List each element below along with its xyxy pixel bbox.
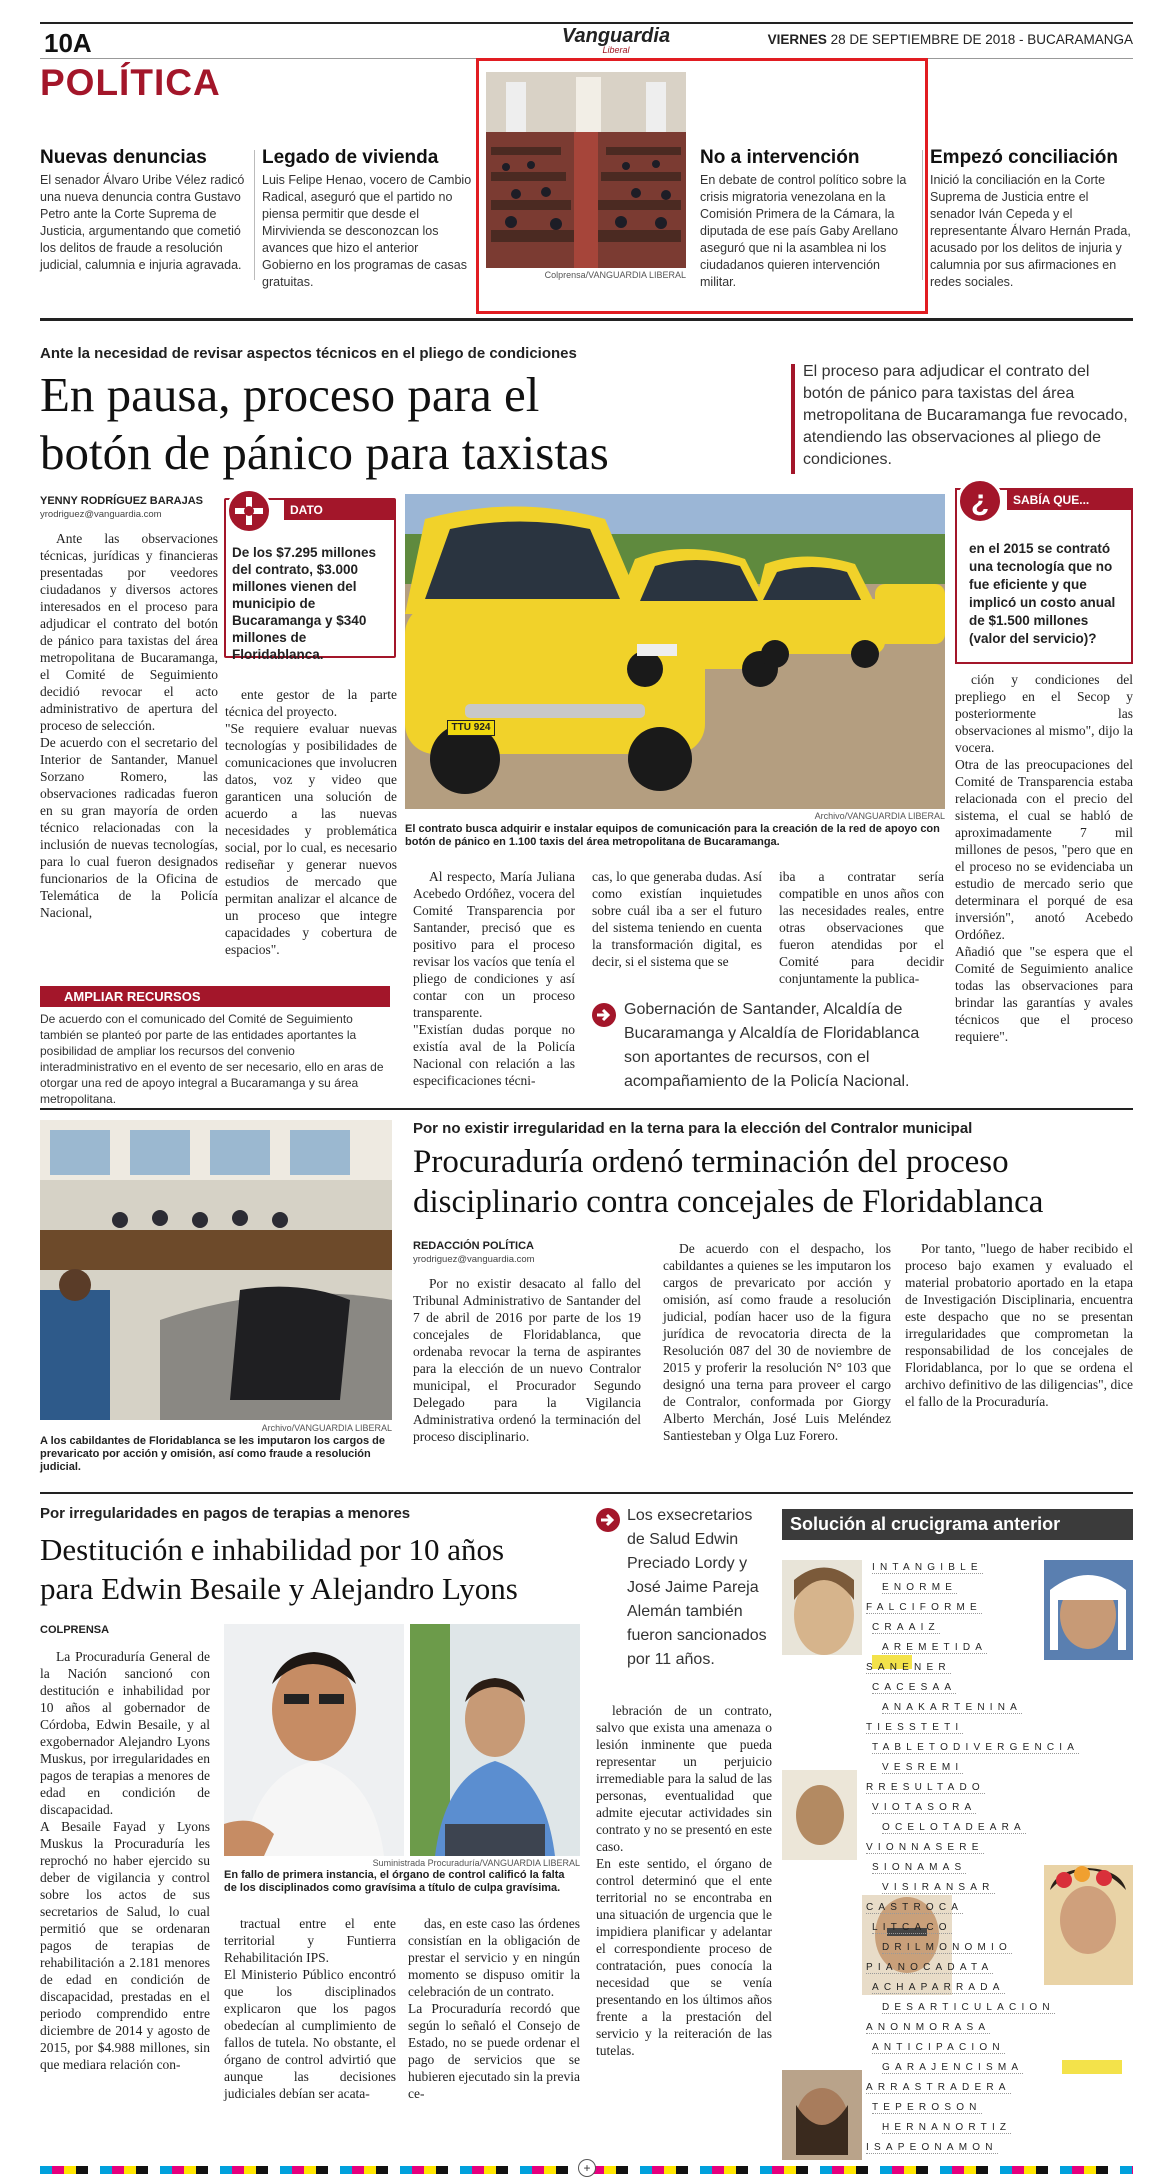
crossword-rows [782,1560,1133,2160]
crossword-title: Solución al crucigrama anterior [782,1509,1133,1540]
story2-headline-line2: disciplinario contra concejales de Floridablanca [413,1184,1044,1220]
story1-kicker: Ante la necesidad de revisar aspectos técnicos en el pliego de condiciones [40,345,577,362]
logo-main: Vanguardia [561,25,671,47]
crossword-row: DRILMONOMIO [882,1942,1012,1953]
page-number: 10A [44,28,92,58]
crossword-row: ARRASTRADERA [866,2082,1011,2093]
crossword-row: ACHAPARRADA [872,1982,1005,1993]
crossword-row: ENORME [882,1582,958,1593]
section-rule [40,318,1133,321]
brief-1 [40,147,255,274]
ampliar-label: AMPLIAR RECURSOS [40,986,390,1007]
dato-icon [226,488,272,534]
question-icon: ¿ [957,478,1003,524]
besaile-photo [224,1624,404,1856]
story3-col1: La Procuraduría General de la Nación sancionó con destitución e inhabilidad por 10 años al gobernador de Córdoba, Edwin Besaile, y al exgobernador Alejandro Lyons Muskus, por irregularidades en pagos de terapias a menores de edad en condición de discapacidad. A Besaile Fayad y Lyons Muskus la Procuraduría les reprochó no haber ejercido su deber de vigilancia y control sobre los actos de sus secretarios de Salud, lo cual permitió que se ordenaran pagos de terapias de rehabilitación a 2.181 menores de edad en condición de discapacidad, prestadas en el periodo comprendido entre diciembre de 2014 y agosto de 2015, por $4.988 millones, sin que mediara relación con- [40,1649,210,2072]
sabia-label: SABÍA QUE... [1007,490,1131,510]
story1-col1: Ante las observaciones técnicas, jurídicas y financieras presentadas por veedores ciudadanos y diversos actores interesados en el proceso para adjudicar el contrato del botón de pánico para taxistas del área metropolitana de Bucaramanga, el Comité de Seguimiento decidió revocar el acto administrativo de apertura del proceso de selección. De acuerdo con el secretario del Interior de Santander, Manuel Sorzano Romero, las observaciones radicadas fueron en su gran mayoría de orden técnico relacionadas con la inclusión de nuevas tecnologías, para lo cual fueron designados funcionarios de la Oficina de Telemática de la Policía Nacional, [40,531,218,920]
taxi-plate: TTU 924 [447,720,495,736]
brief-text: Luis Felipe Henao, vocero de Cambio Radical, aseguró que el partido no piensa permitir que desde el Mirvivienda se desconozcan los avances que hizo el anterior Gobierno en los programas de casas gratuitas. [262,173,472,289]
brief-divider [922,150,923,280]
crossword-row: ANAKARTENINA [882,1702,1023,1713]
crossword-row: AREMETIDA [882,1642,988,1653]
council-photo [40,1120,392,1420]
brief-text: Inició la conciliación en la Corte Suprema de Justicia entre el senador Iván Cepeda y el representante Álvaro Hernán Prada, acusado por los delitos de injuria y calumnia por sus afirmaciones en redes sociales. [930,173,1131,289]
brief-divider [254,150,255,280]
story3-kicker: Por irregularidades en pagos de terapias a menores [40,1505,411,1522]
story2-email: yrodriguez@vanguardia.com [413,1254,535,1265]
story1-summary: El proceso para adjudicar el contrato del botón de pánico para taxistas del área metropolitana de Bucaramanga fue revocado, atendiendo las observaciones al pliego de condiciones. [803,363,1128,468]
crossword-row: TEPEROSON [872,2102,982,2113]
brief-2 [262,147,472,291]
story3-byline: COLPRENSA [40,1624,110,1636]
brief-title: No a intervención [700,147,860,168]
story3-headline-line1: Destitución e inhabilidad por 10 años [40,1532,505,1567]
brief-title: Legado de vivienda [262,147,439,168]
crossword-grid [782,1560,1133,2160]
crossword-row: PIANOCADATA [866,1962,994,1973]
story1-headline-line2: botón de pánico para taxistas [40,425,609,480]
story2-col2: De acuerdo con el despacho, los cabildantes a quienes se les imputaron los cargos de prevaricato por acción y omisión, así como fraude a resolución judicial, podían hacer uso de la figura jurídica de revocatoria directa de la Resolución 087 del 30 de noviembre de 2015 y proferir la resolución N° 103 que designó una terna para proveer el cargo de Contralor, conformada por Giorgy Alberto Merchán, José Luis Meléndez Santiesteban y Olga Luz Forero. [663,1241,891,1443]
crossword-row: CRAAIZ [872,1622,940,1633]
crossword-row: CASTROCA [866,1902,964,1913]
story3-headline [40,1530,580,1608]
story3-pull-quote: Los exsecretarios de Salud Edwin Preciado Lordy y José Jaime Pareja Alemán también fueron sancionados por 11 años. [627,1507,767,1668]
brief-3 [700,147,912,291]
masthead-logo [556,26,676,55]
story1-byline: YENNY RODRÍGUEZ BARAJAS [40,495,203,507]
edition-date-rest: 28 DE SEPTIEMBRE DE 2018 - BUCARAMANGA [830,32,1133,47]
brief-title: Empezó conciliación [930,147,1118,168]
section-rule [40,1492,1133,1494]
crossword-row: GARAJENCISMA [882,2062,1024,2073]
story2-byline: REDACCIÓN POLÍTICA [413,1240,534,1252]
story2-kicker: Por no existir irregularidad en la terna para la elección del Contralor municipal [413,1120,973,1137]
edition-date [768,32,1133,47]
story2-caption: A los cabildantes de Floridablanca se les imputaron los cargos de prevaricato por acción y omisión, así como fraude a resolución judicial. [40,1435,385,1473]
crossword-row: FALCIFORME [866,1602,982,1613]
logo-sub: Liberal [602,45,630,55]
arrow-icon [596,1508,620,1532]
crossword-row: INTANGIBLE [872,1562,983,1573]
crossword-row: VISIRANSAR [882,1882,995,1893]
story1-col2: ente gestor de la parte técnica del proyecto. "Se requiere evaluar nuevas tecnologías y posibilidades de comunicaciones que involucren datos, voz y video que garanticen una solución de acuerdo a las nuevas necesidades y problemática social, por lo cual, es necesario rediseñar y generar nuevos estudios de mercado que permitan analizar el alcance de un proceso que integre capacidades y cobertura de espacios". [225,687,397,957]
crossword-row: LITCACO [872,1922,952,1933]
story1-email: yrodriguez@vanguardia.com [40,509,162,520]
crossword-row: VIOTASORA [872,1802,977,1813]
crossword-row: ANTICIPACION [872,2042,1005,2053]
brief-text: El senador Álvaro Uribe Vélez radicó una nueva denuncia contra Gustavo Petro ante la Corte Suprema de Justicia, argumentando que cometió los delitos de fraude a resolución judicial, calumnia e injuria agravada. [40,173,245,272]
crossword-row: TIESSTETI [866,1722,964,1733]
story2-col1: Por no existir desacato al fallo del Tribunal Administrativo de Santander del 7 de abril de 2016 por parte de los 19 concejales de Floridablanca, que ordenaba revocar la terna de aspirantes para la elección de un nuevo Contralor municipal, el Procurador Segundo Delegado para la Vigilancia Administrativa ordenó la terminación del proceso disciplinario. [413,1276,641,1444]
story1-col5: iba a contratar sería compatible en unos años con las necesidades reales, entre otras observaciones que fueron atendidas por el Comité para decidir conjuntamente la publica- [779,869,944,986]
story1-photo-credit: Archivo/VANGUARDIA LIBERAL [814,811,945,821]
story2-col3: Por tanto, "luego de haber recibido el proceso bajo examen y evaluado el material probatorio aportado en la etapa de Investigación Disciplinaria, encuentra este despacho que no se presentan irregularidades que comprometan la responsabilidad de los concejales de Floridablanca, por lo que se ordena el archivo definitivo de las diligencias", dice el fallo de la Procuraduría. [905,1241,1133,1409]
taxi-photo [405,494,945,809]
story3-col2: tractual entre el ente territorial y Funtierra Rehabilitación IPS. El Ministerio Público encontró que los disciplinados explicaron que los pagos obedecían al cumplimiento de fallos de tutela. No obstante, el órgano de control advirtió que aunque las decisiones judiciales debían ser acata- [224,1916,396,2101]
edition-day: VIERNES [767,32,827,47]
crossword-row: RRESULTADO [866,1782,985,1793]
crossword-row: ANONMORASA [866,2022,991,2033]
crossword-row: DESARTICULACION [882,2002,1055,2013]
section-title: POLÍTICA [40,62,221,103]
story1-pull-quote: Gobernación de Santander, Alcaldía de Bucaramanga y Alcaldía de Floridablanca son aportantes de recursos, con el acompañamiento de la Policía Nacional. [624,1001,920,1090]
lyons-photo [410,1624,580,1856]
crossword-row: CACESAA [872,1682,957,1693]
top-rule [40,22,1133,24]
brief-title: Nuevas denuncias [40,147,207,168]
story1-col3: Al respecto, María Juliana Acebedo Ordóñez, vocera del Comité Transparencia por Santander, precisó que es positivo para el proceso revisar los vacíos que tenía el pliego de condiciones y así contar con un proceso transparente. "Existían dudas porque no existía aval de la Policía Nacional con relación a las especificaciones técni- [413,869,575,1088]
congress-photo [486,72,686,268]
story1-col4: cas, lo que generaba dudas. Así como existían inquietudes sobre cuál iba a ser el futuro del sistema teniendo en cuenta la transformación digital, es decir, si el sistema que se [592,869,762,969]
story1-headline-line1: En pausa, proceso para el [40,367,540,422]
ampliar-text: De acuerdo con el comunicado del Comité de Seguimiento también se planteó por parte de las entidades aportantes la posibilidad de ampliar los recursos del convenio interadministrativo en el evento de ser necesario, ello en aras de otorgar una red de apoyo integral a Bucaramanga y su área metropolitana. [40,1012,384,1106]
section-rule [40,1108,1133,1110]
story3-photo-credit: Suministrada Procuraduría/VANGUARDIA LIBERAL [372,1858,580,1868]
story1-col6: ción y condiciones del prepliego en el Secop y posteriormente las observaciones al mismo", dijo la vocera. Otra de las preocupaciones del Comité de Transparencia estaba relacionada con el precio del sistema, el cual se habló de aproximadamente 7 mil millones de pesos, "pero que en el proceso no se evidenciaba un estudio de mercado serio que determinara el porqué de esa inversión", anotó Acebedo Ordóñez. Añadió que "se espera que el Comité de Seguimiento analice todas las observaciones para brindar las garantías y avales técnicos que el proceso requiere". [955,672,1133,1044]
dato-label: DATO [284,500,396,520]
story3-headline-line2: para Edwin Besaile y Alejandro Lyons [40,1571,518,1606]
story3-caption: En fallo de primera instancia, el órgano de control calificó la falta de los disciplinados como gravísima a título de culpa gravísima. [224,1869,565,1894]
arrow-icon [592,1003,616,1027]
story3-col3: das, en este caso las órdenes consistían en la obligación de prestar el servicio y en ningún momento se dispuso omitir la celebración de un contrato. La Procuraduría recordó que según lo señaló el Consejo de Estado, no se puede ordenar el pago de servicios que se hubieren ejecutado sin la previa ce- [408,1916,580,2101]
crossword-row: OCELOTADEARA [882,1822,1026,1833]
crossword-row: HERNANORTIZ [882,2122,1012,2133]
dato-text: De los $7.295 millones del contrato, $3.000 millones vienen del municipio de Bucaramanga y $340 millones de Floridablanca. [232,545,377,662]
crossword-row: SIONAMAS [872,1862,967,1873]
registration-mark: + [578,2159,596,2177]
brief-text: En debate de control político sobre la crisis migratoria venezolana en la Comisión Primera de la Cámara, la diputada de ese país Gaby Arellano aseguró que ni la asamblea ni los ciudadanos quieren intervención militar. [700,173,907,289]
brief-photo-credit: Colprensa/VANGUARDIA LIBERAL [544,270,686,280]
story2-photo-credit: Archivo/VANGUARDIA LIBERAL [261,1423,392,1433]
sabia-text: en el 2015 se contrató una tecnología que no fue eficiente y que implicó un costo anual de $1.500 millones (valor del servicio)? [969,541,1116,646]
story1-headline [40,366,800,482]
summary-marker [791,364,795,474]
crossword-row: SANENER [866,1662,951,1673]
story3-col4: lebración de un contrato, salvo que exista una amenaza o lesión inminente que pueda representar un perjuicio irremediable para la salud de las personas, eventualidad que admite ejecutar actividades sin contrato y no se presentó en este caso. En este sentido, el órgano de control determinó que el ente territorial no se encontraba en una situación de urgencia que le impidiera planificar y adelantar el correspondiente proceso de contratación, pues conocía la necesidad que se venía presentando en los últimos años frente a la prestación del servicio y la reiteración de las tutelas. [596,1703,772,2058]
crossword-row: TABLETODIVERGENCIA [872,1742,1080,1753]
story2-headline [413,1142,1133,1222]
crossword-row: VIONNASERE [866,1842,984,1853]
crossword-row: ISAPEONAMON [866,2142,998,2153]
story2-headline-line1: Procuraduría ordenó terminación del proceso [413,1144,1009,1180]
story1-caption: El contrato busca adquirir e instalar equipos de comunicación para la creación de la red de apoyo con botón de pánico en 1.100 taxis del área metropolitana de Bucaramanga. [405,823,940,848]
brief-4 [930,147,1135,291]
crossword-row: VESREMI [882,1762,964,1773]
